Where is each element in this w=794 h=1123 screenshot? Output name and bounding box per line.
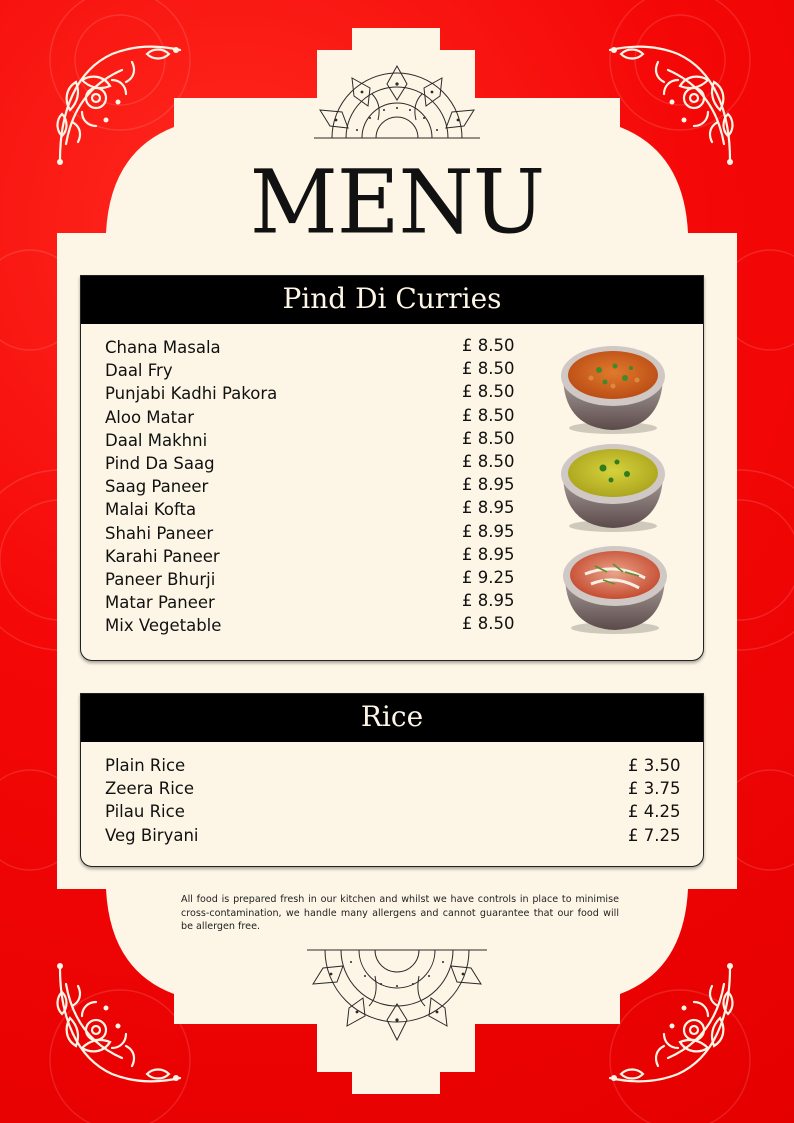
item-name: Saag Paneer (105, 477, 209, 497)
floral-corner-ornament (52, 958, 182, 1088)
mandala-ornament-bottom (305, 948, 489, 1042)
item-name: Daal Fry (105, 361, 173, 381)
item-price: £ 8.95 (462, 498, 515, 518)
item-name: Shahi Paneer (105, 523, 214, 543)
item-price: £ 8.50 (462, 382, 515, 402)
floral-corner-ornament (52, 40, 182, 170)
item-price: £ 9.25 (462, 567, 515, 587)
item-price: £ 8.95 (462, 475, 515, 495)
item-name: Paneer Bhurji (105, 569, 216, 589)
item-price: £ 8.50 (462, 359, 515, 379)
item-name: Pind Da Saag (105, 453, 215, 473)
item-price: £ 4.25 (628, 802, 681, 822)
curries-section (80, 275, 704, 661)
item-name: Zeera Rice (105, 779, 195, 799)
item-name: Mix Vegetable (105, 616, 222, 636)
item-name: Punjabi Kadhi Pakora (105, 384, 278, 404)
section-header: Rice (81, 694, 703, 742)
floral-corner-ornament (608, 958, 738, 1088)
item-name: Pilau Rice (105, 802, 185, 822)
item-name: Daal Makhni (105, 430, 208, 450)
item-price: £ 8.95 (462, 591, 515, 611)
item-name: Matar Paneer (105, 593, 215, 613)
allergen-note: All food is prepared fresh in our kitchen and whilst we have controls in place to minimise cross-contamination, we handle many allergens and cannot guarantee that our food will be allergen free. (181, 894, 619, 932)
item-price: £ 8.50 (462, 614, 515, 634)
item-price: £ 8.50 (462, 336, 515, 355)
item-price: £ 8.50 (462, 428, 515, 448)
section-header: Pind Di Curries (81, 276, 703, 324)
item-name: Malai Kofta (105, 500, 197, 520)
item-price: £ 3.50 (628, 756, 681, 775)
floral-corner-ornament (608, 40, 738, 170)
food-images (555, 336, 673, 646)
item-price: £ 8.50 (462, 405, 515, 425)
item-price: £ 3.75 (628, 779, 681, 799)
item-name: Chana Masala (105, 338, 221, 357)
mandala-ornament-top (312, 64, 482, 140)
saag-bowl-icon (561, 444, 665, 532)
chana-masala-bowl-icon (561, 346, 665, 434)
paneer-curry-bowl-icon (563, 546, 667, 634)
item-name: Plain Rice (105, 756, 186, 775)
rice-section (80, 693, 704, 867)
item-price: £ 7.25 (628, 825, 681, 845)
item-name: Karahi Paneer (105, 546, 220, 566)
item-name: Veg Biryani (105, 825, 199, 845)
item-name: Aloo Matar (105, 407, 195, 427)
item-price: £ 8.95 (462, 521, 515, 541)
item-price: £ 8.95 (462, 544, 515, 564)
item-price: £ 8.50 (462, 451, 515, 471)
page-title: MENU (249, 152, 545, 254)
